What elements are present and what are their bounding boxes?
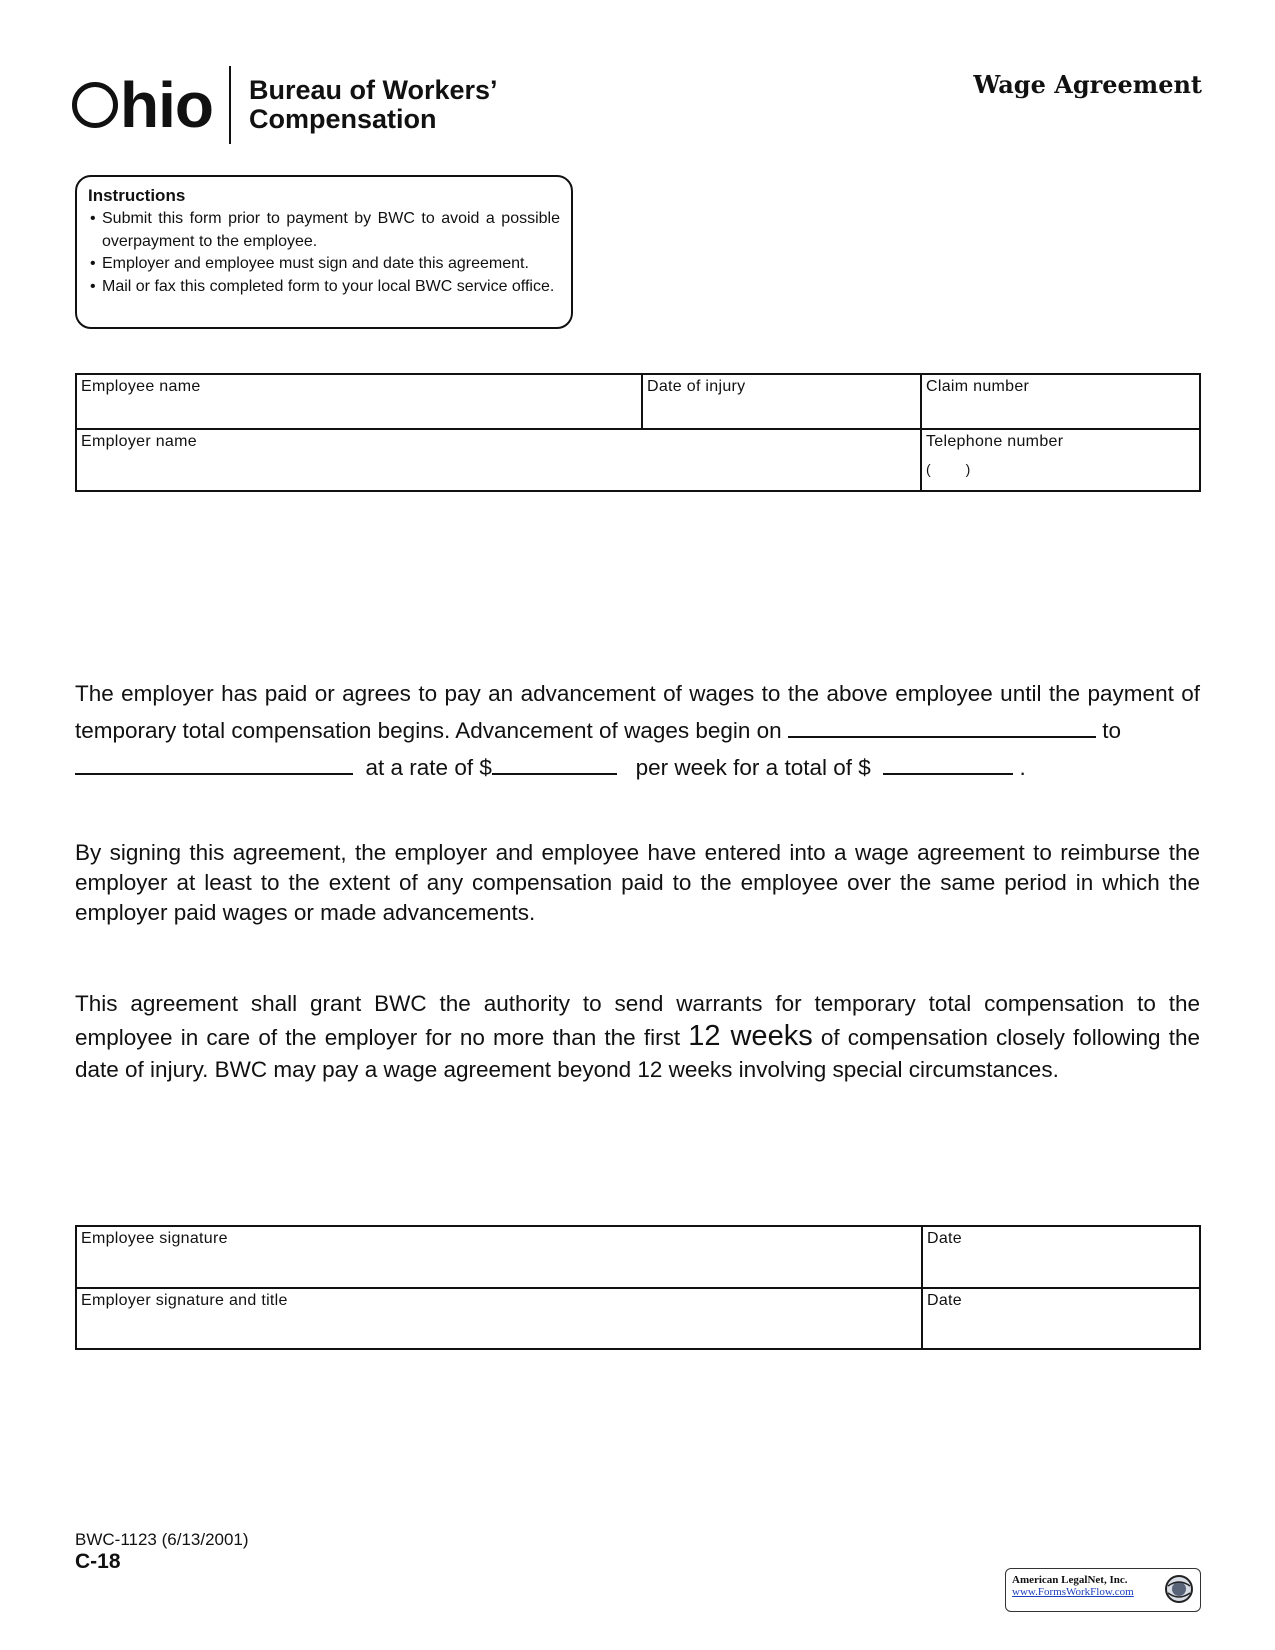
agency-name: Bureau of Workers’ Compensation [248,75,498,134]
twelve-weeks-emphasis: 12 weeks [688,1020,813,1052]
end-date-blank[interactable] [75,749,353,775]
logo-divider [229,66,231,144]
instructions-box [75,175,573,329]
form-title: Wage Agreement [973,70,1202,99]
reimbursement-paragraph: By signing this agreement, the employer and employee have entered into a wage agreement to reimburse the employer at least to the extent of any compensation paid to the employee over the same period in which the employer paid wages or made advancements. [75,840,1200,925]
employer-signature-date-field[interactable]: Date [922,1288,1200,1349]
form-number: BWC-1123 (6/13/2001) [75,1530,249,1549]
instruction-item: • Employer and employee must sign and date this agreement. [88,253,560,276]
employee-signature-field[interactable]: Employee signature [76,1226,922,1288]
instructions-title: Instructions [88,186,186,205]
instructions-list [88,208,560,298]
date-of-injury-field[interactable]: Date of injury [642,374,921,429]
vendor-name: American LegalNet, Inc. [1012,1574,1128,1586]
claimant-info-table [75,373,1201,492]
signature-table [75,1225,1201,1350]
claim-number-field[interactable]: Claim number [921,374,1200,429]
employee-name-field[interactable]: Employee name [76,374,642,429]
vendor-link[interactable]: www.FormsWorkFlow.com [1012,1586,1134,1598]
advancement-paragraph: The employer has paid or agrees to pay an advancement of wages to the above employee until the payment of temporary total compensation begins. Advancement of wages begin on to at a rate of $ per week for a total of $ . [75,681,1200,780]
form-code: C-18 [75,1550,121,1573]
globe-icon [1164,1574,1194,1604]
ohio-bwc-logo [72,66,498,144]
weekly-rate-blank[interactable] [492,749,617,775]
authority-paragraph: This agreement shall grant BWC the authority to send warrants for temporary total compensation to the employee in care of the employer for no more than the first 12 weeks of compensation closely following the date of injury. BWC may pay a wage agreement beyond 12 weeks involving special circumstances. [75,991,1200,1082]
instruction-item: • Mail or fax this completed form to your local BWC service office. [88,276,560,299]
ohio-wordmark: hio [72,73,213,137]
phone-area-code: ( ) [926,461,971,477]
begin-date-blank[interactable] [788,712,1096,738]
telephone-number-field[interactable]: Telephone number ( ) [921,429,1200,491]
employer-name-field[interactable]: Employer name [76,429,921,491]
total-amount-blank[interactable] [883,749,1013,775]
employee-signature-date-field[interactable]: Date [922,1226,1200,1288]
employer-signature-field[interactable]: Employer signature and title [76,1288,922,1349]
instruction-item: • Submit this form prior to payment by BWC to avoid a possible overpayment to the employee. [88,208,560,253]
vendor-badge [1005,1568,1201,1612]
